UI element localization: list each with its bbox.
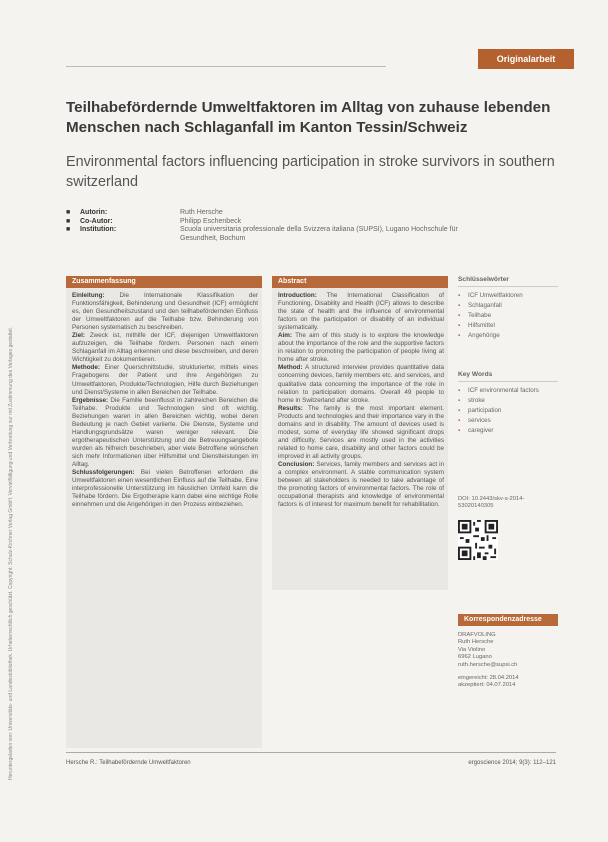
footer-running-title: Hersche R.: Teilhabefördernde Umweltfaktoren	[66, 760, 191, 766]
meta-label: Autorin:	[80, 209, 108, 216]
qr-code-icon	[458, 520, 498, 560]
contact-email[interactable]: ruth.hersche@supsi.ch	[458, 661, 518, 668]
meta-label: Institution:	[80, 226, 117, 234]
title-german: Teilhabefördernde Umweltfaktoren im Alltag von zuhause lebenden Menschen nach Schlaganfall im Kanton Tessin/Schweiz	[66, 99, 551, 136]
paragraph-text: Zweck ist, mithilfe der ICF, diejenigen Umweltfaktoren aufzuzeigen, die Teilhabe fördern. Personen nach einem Schlaganfall im Alltag erkennen und diese beschreiben, und deren Wichtigkeit zu dokumentieren.	[72, 332, 258, 364]
paragraph-text: The aim of this study is to explore the knowledge about the importance of the role and the supportive factors in relation to promoting the participation of people living at home after stroke.	[278, 332, 445, 364]
copyright-sidebar	[6, 60, 26, 780]
paragraph-text: The family is the most important element. Products and technologies and their importance vary in the domains and in disability. The amount of devices used is modest, some of everyday life showed significant drops and difficulty. Services are mostly used in the activities related to home care, disability and other factors could be improved in all activity groups.	[278, 404, 444, 460]
meta-coauthor	[66, 218, 486, 227]
keyword-item: ▪ Hilfsmittel	[458, 321, 558, 331]
paragraph	[278, 364, 444, 404]
paragraph-text: Services, family members and services act in a complex environment. A stable communication system between all stakeholders is needed to take advantage of the promoting factors of environmental factors. The role of occupational therapists and knowledge of environmental factors is of interest for maximum benefit for rehabilitation.	[278, 460, 445, 509]
paragraph	[72, 292, 258, 332]
meta-value: Ruth Hersche	[180, 209, 223, 216]
paragraph-key: Schlussfolgerungen:	[72, 469, 135, 477]
bullet-icon: ■	[66, 217, 71, 225]
paragraph	[278, 292, 444, 332]
meta-value: Philipp Eschenbeck	[180, 217, 242, 225]
paragraph-text: Die Familie beeinflusst in zahlreichen Bereichen die Teilhabe. Produkte und Technologien sind oft wichtig. Beziehungen waren in allen Bereichen wichtig, wobei deren Bedeutung je nach Gebiet variierte. Die Dienste, Systeme und Handlungsgrundsätze waren weniger relevant. Die ergotherapeutischen Unterstützung und die Betreuungsangebote wurden als hilfreich beschrieben, aber viele Betroffene wünschen sich mehr Informationen über Hilfsmittel und Dienstleistungen im Alltag.	[72, 396, 258, 468]
paragraph	[72, 397, 258, 469]
paragraph-key: Results:	[278, 404, 303, 412]
paragraph-key: Conclusion:	[278, 460, 315, 468]
submitted-date: eingereicht: 28.04.2014	[458, 675, 519, 682]
footer-rule	[66, 752, 556, 753]
paragraph-key: Ziel:	[72, 332, 85, 340]
contact-line: DRAFVOLING	[458, 632, 496, 638]
schluesselwoerter-heading: Schlüsselwörter	[458, 276, 558, 287]
abstract-column	[272, 276, 448, 590]
keyword-item: ▪ stroke	[458, 396, 558, 406]
paragraph-key: Method:	[278, 364, 303, 372]
zusammenfassung-body	[66, 288, 262, 748]
paragraph	[278, 332, 444, 364]
author-block	[66, 209, 486, 243]
paragraph-text: Einer Querschnittstudie, strukturierter, mittels eines Fragebogens der Patient und ihre Angehörigen zu Umweltfaktoren, Produkte/Technologien, Hilfe durch Beziehungen und Dienst/Systeme in allen Bereichen der Teilhabe.	[72, 364, 258, 396]
abstract-body	[272, 288, 448, 590]
meta-author	[66, 209, 486, 218]
zusammenfassung-heading: Zusammenfassung	[66, 276, 262, 288]
paragraph-text: Die Internationale Klassifikation der Funktionsfähigkeit, Behinderung und Gesundheit (ICF) ermöglicht es, den Gesundheitszustand und den teilhabefördernden Einfluss der Umweltfaktoren auf die Teilhabe bzw. Behinderung von Personen systematisch zu beschreiben.	[72, 292, 258, 332]
copyright-side-text: Heruntergeladen von: Universitäts- und Landesbibliothek. Urheberrechtlich geschützt. Copyright: Schulz-Kirchner Verlag GmbH. Vervielfältigung und Verbreitung nur mit Zustimmung des Verlages gestattet.	[8, 326, 14, 780]
contact-heading: Korrespondenzadresse	[458, 614, 558, 626]
paragraph-key: Ergebnisse:	[72, 396, 109, 404]
contact-line: Ruth Hersche	[458, 639, 494, 646]
paragraph-key: Einleitung:	[72, 292, 105, 299]
paragraph-key: Aim:	[278, 332, 292, 340]
paragraph	[72, 364, 258, 396]
top-rule	[66, 66, 386, 67]
meta-label: Co-Autor:	[80, 217, 113, 225]
bullet-icon: ■	[66, 226, 71, 234]
keyword-item: ▪ caregiver	[458, 426, 558, 436]
keyword-sidebar	[458, 276, 558, 436]
paragraph-key: Methode:	[72, 364, 100, 372]
contact-block	[458, 614, 558, 690]
article-type-tag: Originalarbeit	[478, 49, 574, 69]
doi-text[interactable]: DOI: 10.2443/skv-s-2014-53020140305	[458, 496, 525, 509]
paragraph	[278, 405, 444, 461]
paragraph	[72, 332, 258, 364]
paragraph	[72, 469, 258, 509]
abstract-heading: Abstract	[272, 276, 448, 288]
footer-citation: ergoscience 2014; 9(3): 112–121	[468, 760, 556, 766]
paragraph-text: A structured interview provides quantitative data concerning devices, family members etc. and services, and qualitative data concerning the importance of the role in relation to participation domains. Overall 49 people to home in Switzerland after stroke.	[278, 364, 444, 404]
paragraph-text: Bei vielen Betroffenen erfordern die Umweltfaktoren einen wesentlichen Einfluss auf die Teilhabe. Eine interprofessionelle Unterstützung im häuslichen Umfeld kann die Teilhabe fördern. Die Ergotherapie kann dabei eine wichtige Rolle einnehmen und die Angehörigen in den Prozess einbeziehen.	[72, 469, 259, 509]
paragraph-key: Introduction:	[278, 292, 317, 299]
accepted-date: akzeptiert: 04.07.2014	[458, 682, 516, 689]
meta-institution	[66, 226, 486, 243]
title-english: Environmental factors influencing participation in stroke survivors in southern switzerland	[66, 154, 555, 190]
keyword-item: ▪ ICF environmental factors	[458, 386, 558, 396]
keyword-item: ▪ ICF Umweltfaktoren	[458, 291, 558, 301]
contact-line: Via Violino	[458, 646, 486, 653]
meta-value: Scuola universitaria professionale della Svizzera italiana (SUPSI), Lugano Hochschule für Gesundheit, Bochum	[180, 226, 458, 242]
keyword-item: ▪ services	[458, 416, 558, 426]
keyword-item: ▪ Schlaganfall	[458, 301, 558, 311]
keyword-item: ▪ Teilhabe	[458, 311, 558, 321]
paragraph	[278, 461, 444, 509]
keyword-item: ▪ participation	[458, 406, 558, 416]
bullet-icon: ■	[66, 209, 71, 216]
zusammenfassung-column	[66, 276, 262, 748]
paragraph-text: The International Classification of Functioning, Disability and Health (ICF) allows to describe the state of health and the influence of environmental factors on the participation or disability of an individual systematically.	[278, 292, 444, 332]
keyword-item: ▪ Angehörige	[458, 331, 558, 341]
contact-line: 6962 Lugano	[458, 654, 492, 661]
keywords-heading: Key Words	[458, 371, 558, 382]
